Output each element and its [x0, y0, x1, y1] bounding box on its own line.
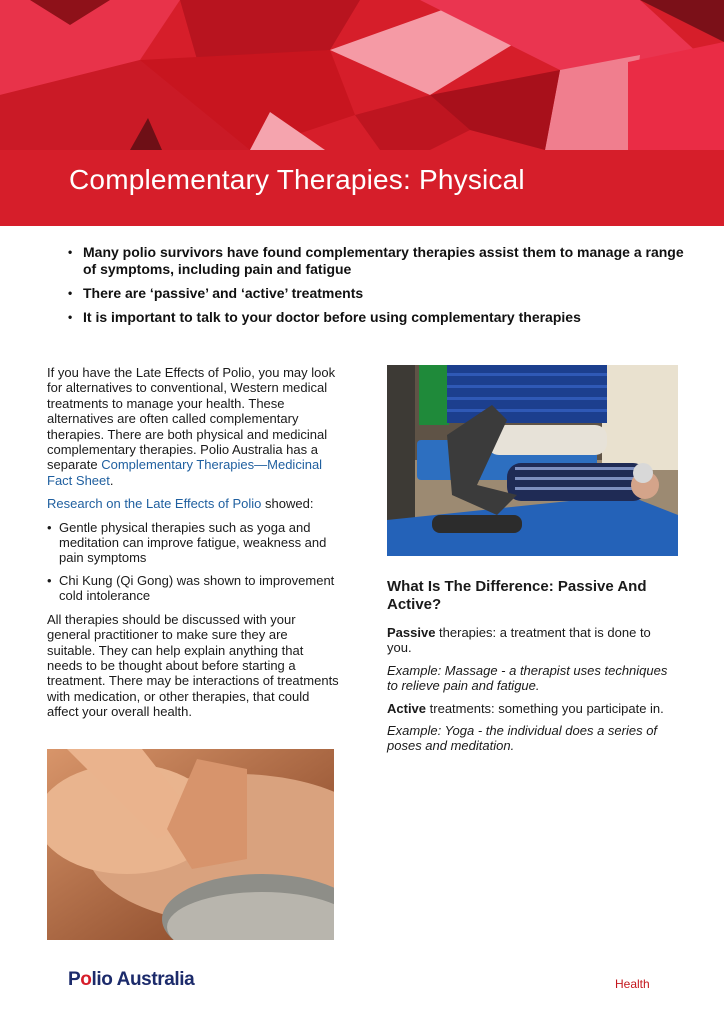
research-link[interactable]: Research on the Late Effects of Polio	[47, 496, 262, 512]
category-label: Health	[615, 977, 650, 991]
massage-photo	[47, 749, 334, 940]
research-text: showed:	[261, 496, 314, 512]
active-example: Example: Yoga - the individual does a series of poses and meditation.	[387, 723, 658, 754]
passive-term: Passive	[387, 625, 436, 640]
active-text: treatments: something you participate in.	[426, 700, 664, 716]
passive-example: Example: Massage - a therapist uses techniques to relieve pain and fatigue.	[387, 662, 668, 694]
research-finding: • Chi Kung (Qi Gong) was shown to improvement cold intolerance	[47, 573, 339, 604]
intro-paragraph	[47, 365, 339, 488]
intro-end: .	[109, 472, 114, 488]
research-findings-list	[47, 520, 339, 604]
right-column	[387, 578, 678, 761]
key-point: • There are ‘passive’ and ‘active’ treatments	[68, 285, 688, 302]
medicinal-fact-sheet-link[interactable]: Complementary Therapies—Medicinal Fact Sheet	[47, 457, 323, 488]
left-column	[47, 365, 339, 728]
key-point: • Many polio survivors have found complementary therapies assist them to manage a range of symptoms, including pain and fatigue	[68, 244, 688, 278]
yoga-class-photo	[387, 365, 678, 556]
key-point: • It is important to talk to your doctor before using complementary therapies	[68, 309, 688, 326]
passive-definition	[387, 625, 678, 656]
logo-text: lio Australia	[91, 969, 195, 990]
advice-paragraph: All therapies should be discussed with your general practitioner to make sure they are suitable. They can help explain anything that needs to be thought about before starting a treatment. There may be interactions of treatments with medication, or other therapies, that could affect your overall health.	[47, 611, 339, 720]
active-term: Active	[387, 700, 427, 716]
active-definition	[387, 701, 678, 716]
header-banner	[0, 0, 724, 226]
intro-text: If you have the Late Effects of Polio, you may look for alternatives to conventional, Western medical treatments to manage your health. These alternatives are often called complementary therapies. There are both physical and medicinal complementary therapies. Polio Australia has a separate	[47, 365, 336, 473]
polio-australia-logo	[68, 969, 194, 991]
passive-text: therapies: a treatment that is done to you.	[387, 625, 651, 656]
difference-heading: What Is The Difference: Passive And Active?	[387, 578, 647, 613]
research-intro	[47, 496, 339, 511]
logo-letter-p: P	[68, 969, 81, 990]
logo-letter-o: o	[80, 969, 92, 990]
research-finding: • Gentle physical therapies such as yoga and meditation can improve fatigue, weakness and pain symptoms	[47, 520, 339, 566]
key-points-list	[68, 244, 688, 333]
page-title: Complementary Therapies: Physical	[69, 164, 525, 195]
